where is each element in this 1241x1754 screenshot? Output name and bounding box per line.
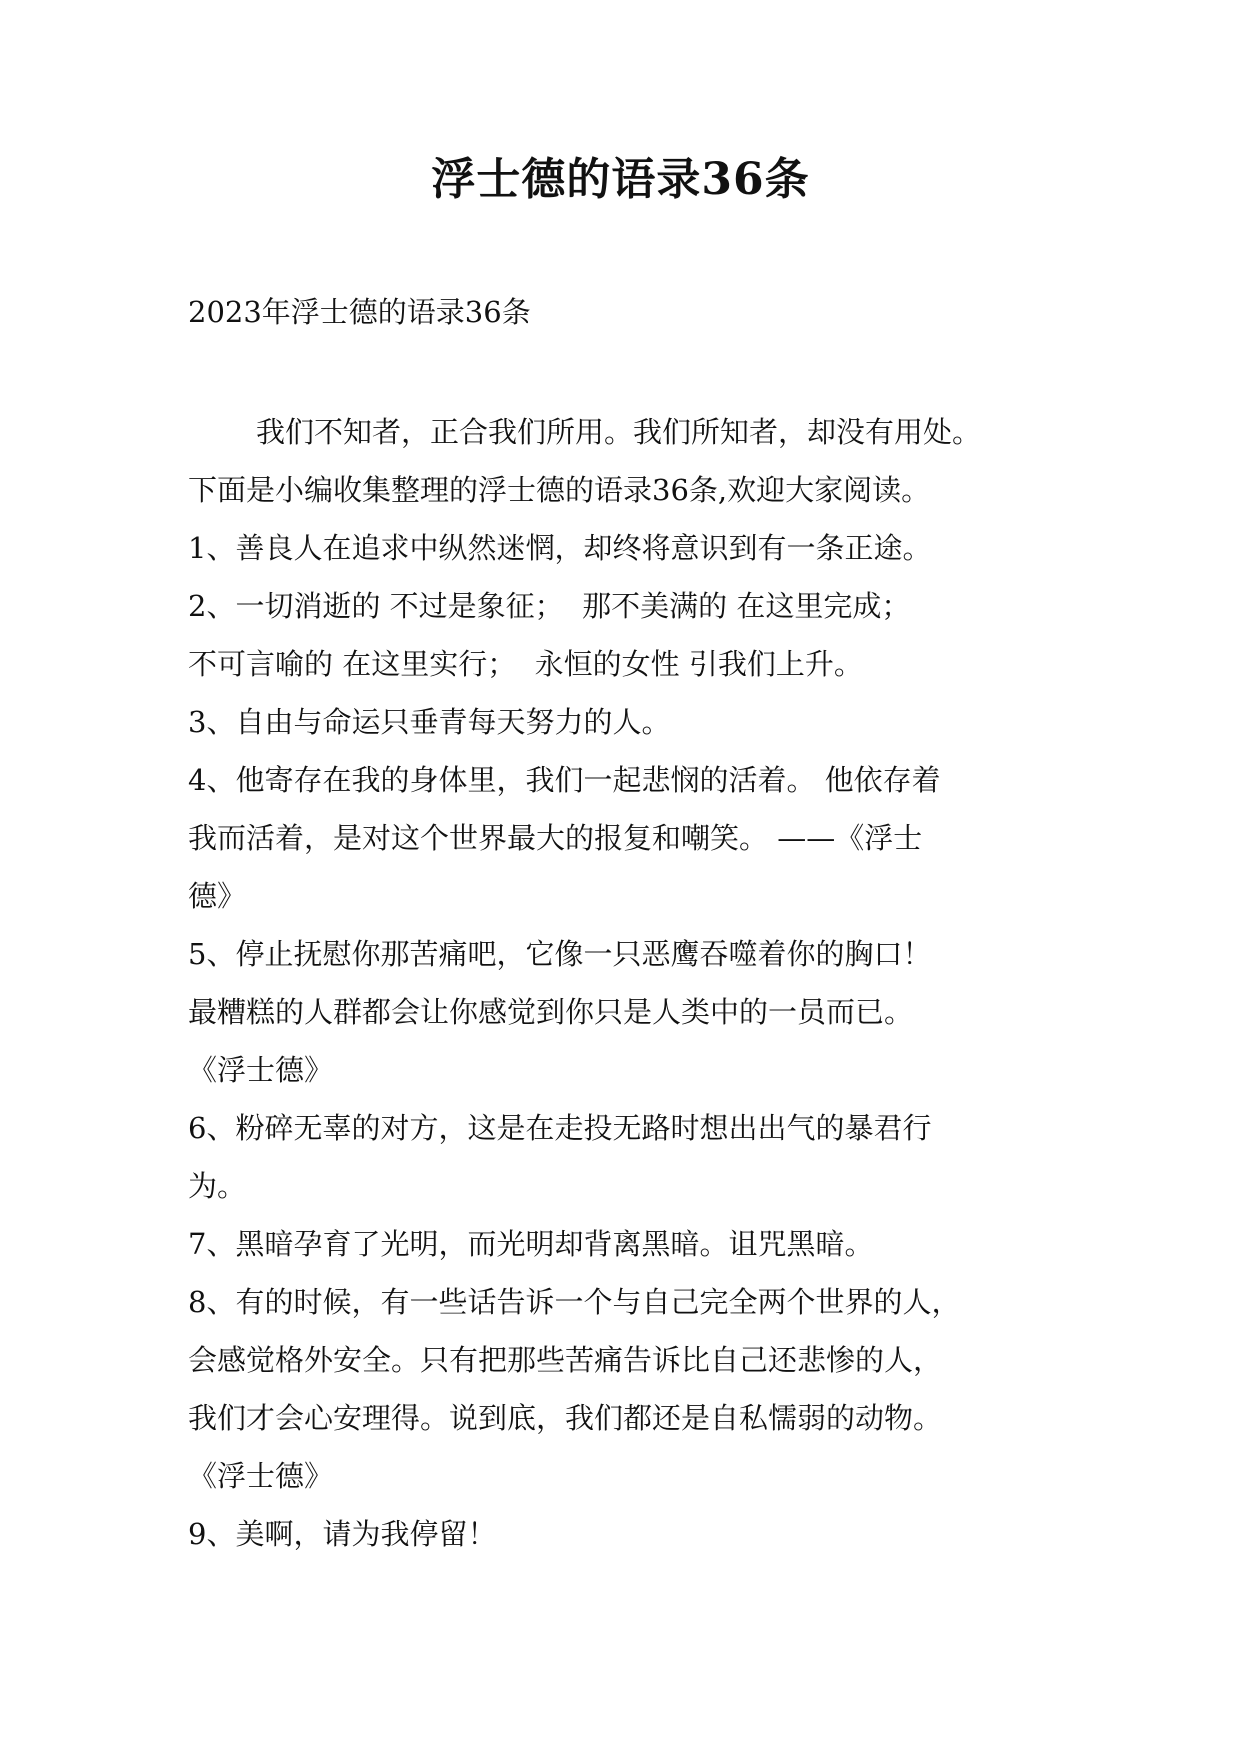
paragraph-line: 下面是小编收集整理的浮士德的语录36条,欢迎大家阅读。 bbox=[188, 473, 931, 507]
paragraph-line: 我们不知者，正合我们所用。我们所知者，却没有用处。 bbox=[256, 415, 982, 449]
quote-line: 3、自由与命运只垂青每天努力的人。 bbox=[188, 705, 671, 739]
document-title: 浮士德的语录36条 bbox=[431, 154, 810, 205]
quote-line: 6、粉碎无辜的对方，这是在走投无路时想出出气的暴君行 bbox=[188, 1111, 932, 1145]
quote-line: 《浮士德》 bbox=[188, 1459, 334, 1493]
quote-line: 《浮士德》 bbox=[188, 1053, 334, 1087]
quote-line: 会感觉格外安全。只有把那些苦痛告诉比自己还悲惨的人， bbox=[188, 1343, 943, 1377]
document-subtitle: 2023年浮士德的语录36条 bbox=[188, 295, 531, 329]
quote-line: 不可言喻的 在这里实行； 永恒的女性 引我们上升。 bbox=[188, 647, 863, 681]
quote-line: 德》 bbox=[188, 879, 247, 913]
quote-line: 最糟糕的人群都会让你感觉到你只是人类中的一员而已。 bbox=[188, 995, 914, 1029]
quote-line: 7、黑暗孕育了光明，而光明却背离黑暗。诅咒黑暗。 bbox=[188, 1227, 874, 1261]
quote-line: 8、有的时候，有一些话告诉一个与自己完全两个世界的人， bbox=[188, 1285, 961, 1319]
quote-line: 为。 bbox=[188, 1169, 247, 1203]
quote-line: 1、善良人在追求中纵然迷惘，却终将意识到有一条正途。 bbox=[188, 531, 932, 565]
quote-line: 4、他寄存在我的身体里，我们一起悲悯的活着。 他依存着 bbox=[188, 763, 941, 797]
quote-line: 2、一切消逝的 不过是象征； 那不美满的 在这里完成； bbox=[188, 589, 911, 623]
quote-line: 我而活着，是对这个世界最大的报复和嘲笑。 ——《浮士 bbox=[188, 821, 923, 855]
quote-line: 我们才会心安理得。说到底，我们都还是自私懦弱的动物。 bbox=[188, 1401, 943, 1435]
document-body bbox=[188, 403, 1078, 1563]
quote-line: 5、停止抚慰你那苦痛吧，它像一只恶鹰吞噬着你的胸口！ bbox=[188, 937, 932, 971]
quote-line: 9、美啊，请为我停留！ bbox=[188, 1517, 497, 1551]
